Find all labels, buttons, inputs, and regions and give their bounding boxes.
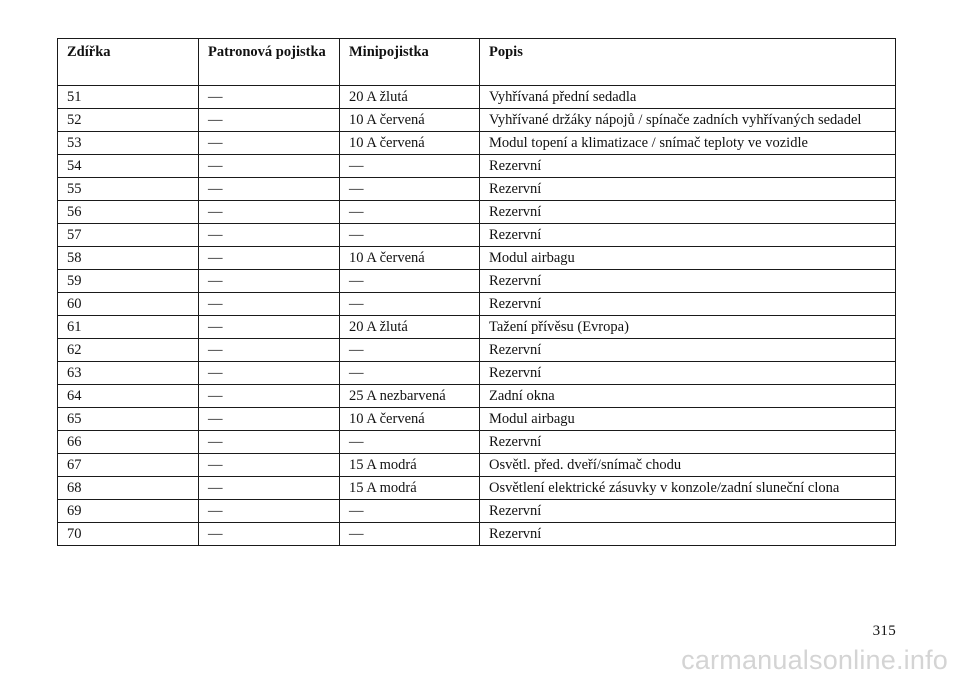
cell-cartridge-fuse: —	[199, 362, 340, 385]
cell-mini-fuse: —	[340, 431, 480, 454]
header-cavity: Zdířka	[58, 39, 199, 86]
cell-description: Rezervní	[480, 362, 896, 385]
cell-mini-fuse: —	[340, 155, 480, 178]
cell-mini-fuse: —	[340, 201, 480, 224]
cell-cartridge-fuse: —	[199, 201, 340, 224]
cell-cavity: 52	[58, 109, 199, 132]
cell-cartridge-fuse: —	[199, 385, 340, 408]
cell-cavity: 67	[58, 454, 199, 477]
cell-mini-fuse: —	[340, 270, 480, 293]
cell-mini-fuse: —	[340, 362, 480, 385]
cell-cartridge-fuse: —	[199, 408, 340, 431]
table-row	[58, 500, 896, 523]
cell-mini-fuse: 25 A nezbarvená	[340, 385, 480, 408]
cell-mini-fuse: —	[340, 178, 480, 201]
cell-mini-fuse: 10 A červená	[340, 247, 480, 270]
table-row	[58, 86, 896, 109]
table-row	[58, 178, 896, 201]
cell-cartridge-fuse: —	[199, 247, 340, 270]
table-row	[58, 155, 896, 178]
cell-mini-fuse: —	[340, 523, 480, 546]
cell-cavity: 54	[58, 155, 199, 178]
table-row	[58, 477, 896, 500]
table-row	[58, 201, 896, 224]
cell-description: Modul topení a klimatizace / snímač teploty ve vozidle	[480, 132, 896, 155]
header-mini-fuse: Minipojistka	[340, 39, 480, 86]
cell-description: Rezervní	[480, 339, 896, 362]
cell-cavity: 70	[58, 523, 199, 546]
cell-mini-fuse: —	[340, 500, 480, 523]
page-number: 315	[872, 623, 896, 639]
cell-description: Rezervní	[480, 224, 896, 247]
cell-cavity: 53	[58, 132, 199, 155]
cell-cartridge-fuse: —	[199, 109, 340, 132]
cell-cartridge-fuse: —	[199, 132, 340, 155]
cell-cavity: 57	[58, 224, 199, 247]
header-row	[58, 39, 896, 86]
cell-cartridge-fuse: —	[199, 431, 340, 454]
cell-cartridge-fuse: —	[199, 155, 340, 178]
cell-mini-fuse: 15 A modrá	[340, 477, 480, 500]
cell-mini-fuse: —	[340, 224, 480, 247]
table-row	[58, 385, 896, 408]
cell-cavity: 58	[58, 247, 199, 270]
table-row	[58, 362, 896, 385]
cell-description: Rezervní	[480, 431, 896, 454]
table-row	[58, 316, 896, 339]
table-row	[58, 109, 896, 132]
cell-description: Vyhřívané držáky nápojů / spínače zadních vyhřívaných sedadel	[480, 109, 896, 132]
cell-cartridge-fuse: —	[199, 270, 340, 293]
cell-cartridge-fuse: —	[199, 316, 340, 339]
fuse-table-body	[58, 86, 896, 546]
cell-cavity: 69	[58, 500, 199, 523]
cell-description: Vyhřívaná přední sedadla	[480, 86, 896, 109]
cell-description: Modul airbagu	[480, 247, 896, 270]
cell-mini-fuse: 15 A modrá	[340, 454, 480, 477]
table-row	[58, 454, 896, 477]
cell-description: Osvětl. před. dveří/snímač chodu	[480, 454, 896, 477]
cell-cartridge-fuse: —	[199, 224, 340, 247]
watermark: carmanualsonline.info	[681, 645, 948, 675]
cell-cavity: 68	[58, 477, 199, 500]
cell-description: Rezervní	[480, 201, 896, 224]
cell-mini-fuse: —	[340, 339, 480, 362]
cell-description: Osvětlení elektrické zásuvky v konzole/zadní sluneční clona	[480, 477, 896, 500]
cell-description: Zadní okna	[480, 385, 896, 408]
table-row	[58, 224, 896, 247]
fuse-table-header	[58, 39, 896, 86]
cell-mini-fuse: 20 A žlutá	[340, 316, 480, 339]
cell-cartridge-fuse: —	[199, 339, 340, 362]
cell-cavity: 60	[58, 293, 199, 316]
header-cartridge-fuse: Patronová pojistka	[199, 39, 340, 86]
cell-description: Rezervní	[480, 500, 896, 523]
cell-mini-fuse: 10 A červená	[340, 408, 480, 431]
cell-description: Rezervní	[480, 155, 896, 178]
cell-cavity: 55	[58, 178, 199, 201]
table-row	[58, 408, 896, 431]
cell-cavity: 65	[58, 408, 199, 431]
cell-cavity: 59	[58, 270, 199, 293]
cell-cavity: 64	[58, 385, 199, 408]
cell-cavity: 51	[58, 86, 199, 109]
table-row	[58, 431, 896, 454]
fuse-table	[57, 38, 896, 546]
cell-description: Tažení přívěsu (Evropa)	[480, 316, 896, 339]
cell-cartridge-fuse: —	[199, 523, 340, 546]
cell-cavity: 66	[58, 431, 199, 454]
cell-description: Rezervní	[480, 293, 896, 316]
cell-mini-fuse: 10 A červená	[340, 132, 480, 155]
cell-mini-fuse: —	[340, 293, 480, 316]
table-row	[58, 247, 896, 270]
cell-cartridge-fuse: —	[199, 178, 340, 201]
cell-description: Modul airbagu	[480, 408, 896, 431]
table-row	[58, 339, 896, 362]
cell-cartridge-fuse: —	[199, 477, 340, 500]
table-row	[58, 270, 896, 293]
cell-cartridge-fuse: —	[199, 454, 340, 477]
cell-description: Rezervní	[480, 270, 896, 293]
cell-description: Rezervní	[480, 178, 896, 201]
cell-cavity: 63	[58, 362, 199, 385]
cell-cartridge-fuse: —	[199, 500, 340, 523]
table-row	[58, 523, 896, 546]
cell-mini-fuse: 10 A červená	[340, 109, 480, 132]
table-row	[58, 293, 896, 316]
cell-cavity: 56	[58, 201, 199, 224]
table-row	[58, 132, 896, 155]
cell-cavity: 62	[58, 339, 199, 362]
cell-description: Rezervní	[480, 523, 896, 546]
cell-cavity: 61	[58, 316, 199, 339]
cell-cartridge-fuse: —	[199, 86, 340, 109]
cell-cartridge-fuse: —	[199, 293, 340, 316]
header-description: Popis	[480, 39, 896, 86]
cell-mini-fuse: 20 A žlutá	[340, 86, 480, 109]
